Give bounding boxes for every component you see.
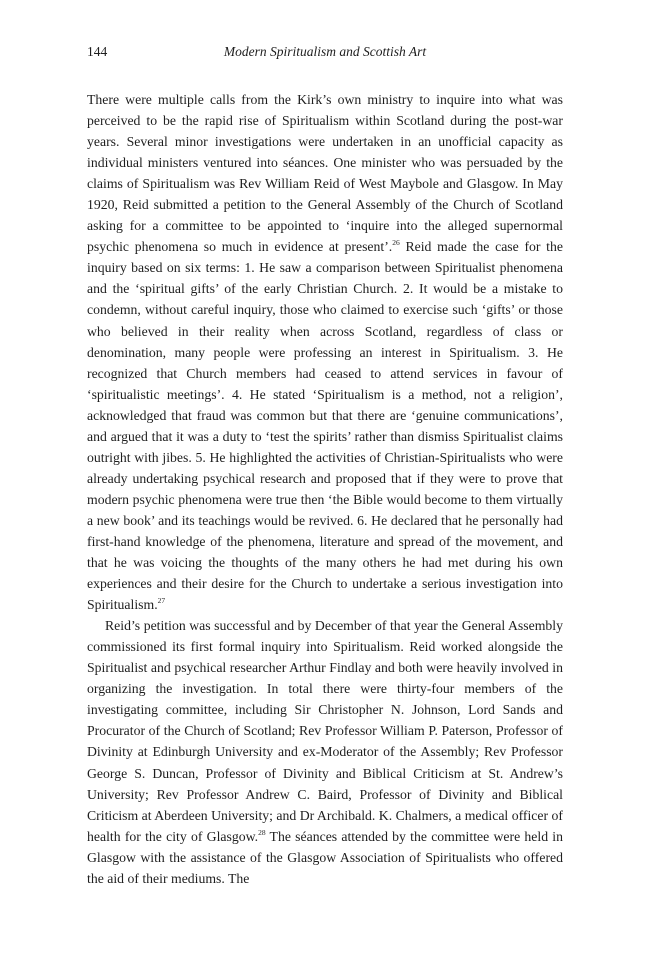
- footnote-ref-27: 27: [157, 596, 166, 606]
- body-text: [87, 89, 563, 889]
- paragraph-2: [87, 615, 563, 889]
- paragraph-2-text-a: Reid’s petition was successful and by December of that year the General Assembly commissioned its first formal inquiry into Spiritualism. Reid worked alongside the Spiritualist and psychical researcher Arthur Findlay and both were heavily involved in organizing the investigation. In total there were thirty-four members of the investigating committee, including Sir Christopher N. Johnson, Lord Sands and Procurator of the Church of Scotland; Rev Professor William P. Paterson, Professor of Divinity at Edinburgh University and ex-Moderator of the Assembly; Rev Professor George S. Duncan, Professor of Divinity and Biblical Criticism at St. Andrew’s University; Rev Professor Andrew C. Baird, Professor of Divinity and Biblical Criticism at Aberdeen University; and Dr Archibald. K. Chalmers, a medical officer of health for the city of Glasgow.: [87, 618, 563, 844]
- footnote-ref-26: 26: [392, 238, 400, 248]
- paragraph-1-text-a: There were multiple calls from the Kirk’s own ministry to inquire into what was perceived to be the rapid rise of Spiritualism within Scotland during the post-war years. Several minor investigations were undertaken in an unofficial capacity as individual ministers ventured into séances. One minister who was persuaded by the claims of Spiritualism was Rev William Reid of West Maybole and Glasgow. In May 1920, Reid submitted a petition to the General Assembly of the Church of Scotland asking for a committee to be appointed to ‘inquire into the alleged supernormal psychic phenomena so much in evidence at present’.: [87, 92, 563, 255]
- running-title: Modern Spiritualism and Scottish Art: [223, 44, 427, 59]
- page-number: 144: [87, 44, 108, 59]
- paragraph-1-text-b: Reid made the case for the inquiry based on six terms: 1. He saw a comparison between Spiritualist phenomena and the ‘spiritual gifts’ of the early Christian Church. 2. It would be a mistake to condemn, without careful inquiry, those who claimed to exercise such ‘gifts’ or those who believed in their reality when across Scotland, regardless of class or denomination, many people were professing an interest in Spiritualism. 3. He recognized that Church members had ceased to attend services in favour of ‘spiritualistic meetings’. 4. He stated ‘Spiritualism is a method, not a religion’, acknowledged that fraud was common but that there are ‘genuine communications’, and argued that it was a duty to ‘test the spirits’ rather than dismiss Spiritualist claims outright with jibes. 5. He highlighted the activities of Christian-Spiritualists who were already undertaking psychical research and proposed that if they were to prove that modern psychic phenomena were true then ‘the Bible would become to them virtually a new book’ and its teachings would be revived. 6. He declared that he personally had first-hand knowledge of the phenomena, literature and spread of the movement, and that he was voicing the thoughts of the many others he had met during his own experiences and their desire for the Church to undertake a serious investigation into Spiritualism.: [87, 239, 563, 613]
- footnote-ref-28: 28: [258, 827, 266, 837]
- paragraph-1: [87, 89, 563, 615]
- paragraph-2-text-b: The séances attended by the committee were held in Glasgow with the assistance of the Glasgow Association of Spiritualists who offered the aid of their mediums. The: [87, 828, 563, 886]
- running-head: [87, 44, 563, 64]
